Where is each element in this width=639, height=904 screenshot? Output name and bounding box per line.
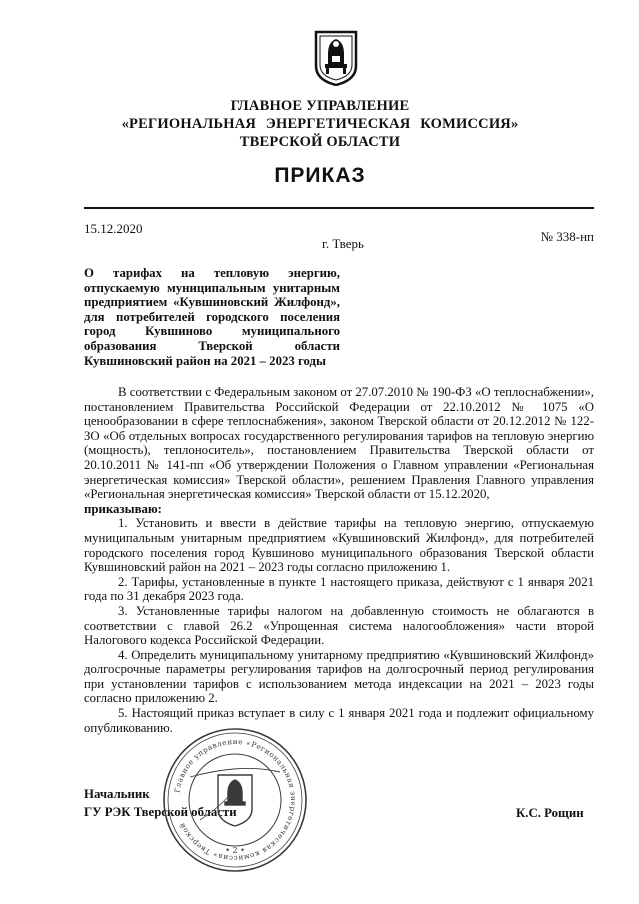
seal-ring-text: Главное управление «Региональная энергетическая комиссия» Тверской — [172, 736, 299, 864]
agency-name-line2: «РЕГИОНАЛЬНАЯ ЭНЕРГЕТИЧЕСКАЯ КОМИССИЯ» — [121, 116, 519, 132]
order-date: 15.12.2020 — [84, 221, 143, 236]
header-divider — [84, 207, 594, 209]
agency-name-line3: ТВЕРСКОЙ ОБЛАСТИ — [239, 134, 401, 150]
order-item-3: 3. Установленные тарифы налогом на добавленную стоимость не облагаются в соответствии с главой 26.2 «Упрощенная система налогообложения» части второй Налогового кодекса Российской Федерации. — [84, 603, 594, 648]
document-title: ПРИКАЗ — [274, 164, 366, 187]
order-city: г. Тверь — [322, 236, 364, 251]
order-item-5: 5. Настоящий приказ вступает в силу с 1 января 2021 года и подлежит официальному опубликованию. — [84, 706, 594, 735]
order-item-2: 2. Тарифы, установленные в пункте 1 настоящего приказа, действуют с 1 января 2021 года по 31 декабря 2023 года. — [84, 574, 594, 604]
agency-name-line1: ГЛАВНОЕ УПРАВЛЕНИЕ — [230, 98, 410, 114]
seal-bottom-mark: • 2 • — [225, 846, 245, 855]
order-subject: О тарифах на тепловую энергию, отпускаемую муниципальным унитарным предприятием «Кувшиновский Жилфонд», для потребителей городского поселения город Кувшиново муниципального образования Тверской области Кувшиновский район на 2021 – 2023 годы — [84, 266, 340, 368]
preamble-paragraph: В соответствии с Федеральным законом от 27.07.2010 № 190-ФЗ «О теплоснабжении», постановлением Правительства Российской Федерации от 22.10.2012 № 1075 «О ценообразовании в сфере теплоснабжения», законом Тверской области от 20.12.2012 № 122-ЗО «Об отдельных вопросах государственного регулирования тарифов на тепловую энергию (мощность), теплоноситель», постановлением Правительства Тверской области от 20.10.2011 № 141-пп «Об утверждении Положения о Главном управлении «Региональная энергетическая комиссия» Тверской области», решением Правления Главного управления «Региональная энергетическая комиссия» Тверской области от 15.12.2020, — [84, 385, 594, 502]
order-body — [84, 385, 594, 735]
order-word: приказываю: — [84, 501, 162, 516]
signatory-title-line2: ГУ РЭК Тверской области — [84, 805, 237, 819]
order-number: № 338-нп — [540, 229, 594, 244]
coat-of-arms-icon — [314, 30, 358, 86]
order-item-4: 4. Определить муниципальному унитарному предприятию «Кувшиновский Жилфонд» долгосрочные параметры регулирования тарифов на долгосрочный период регулирования при установлении тарифов с использованием метода индексации на 2021 – 2023 годы согласно приложению 2. — [84, 647, 594, 706]
order-item-1: 1. Установить и ввести в действие тарифы на тепловую энергию, отпускаемую муниципальным унитарным предприятием «Кувшиновский Жилфонд», для потребителей городского поселения город Кувшиново муниципального образования Тверской области Кувшиновский район на 2021 – 2023 годы согласно приложению 1. — [84, 516, 594, 575]
signatory-name: К.С. Рощин — [516, 806, 584, 820]
official-seal-icon — [160, 725, 310, 875]
signatory-title-line1: Начальник — [84, 787, 150, 801]
